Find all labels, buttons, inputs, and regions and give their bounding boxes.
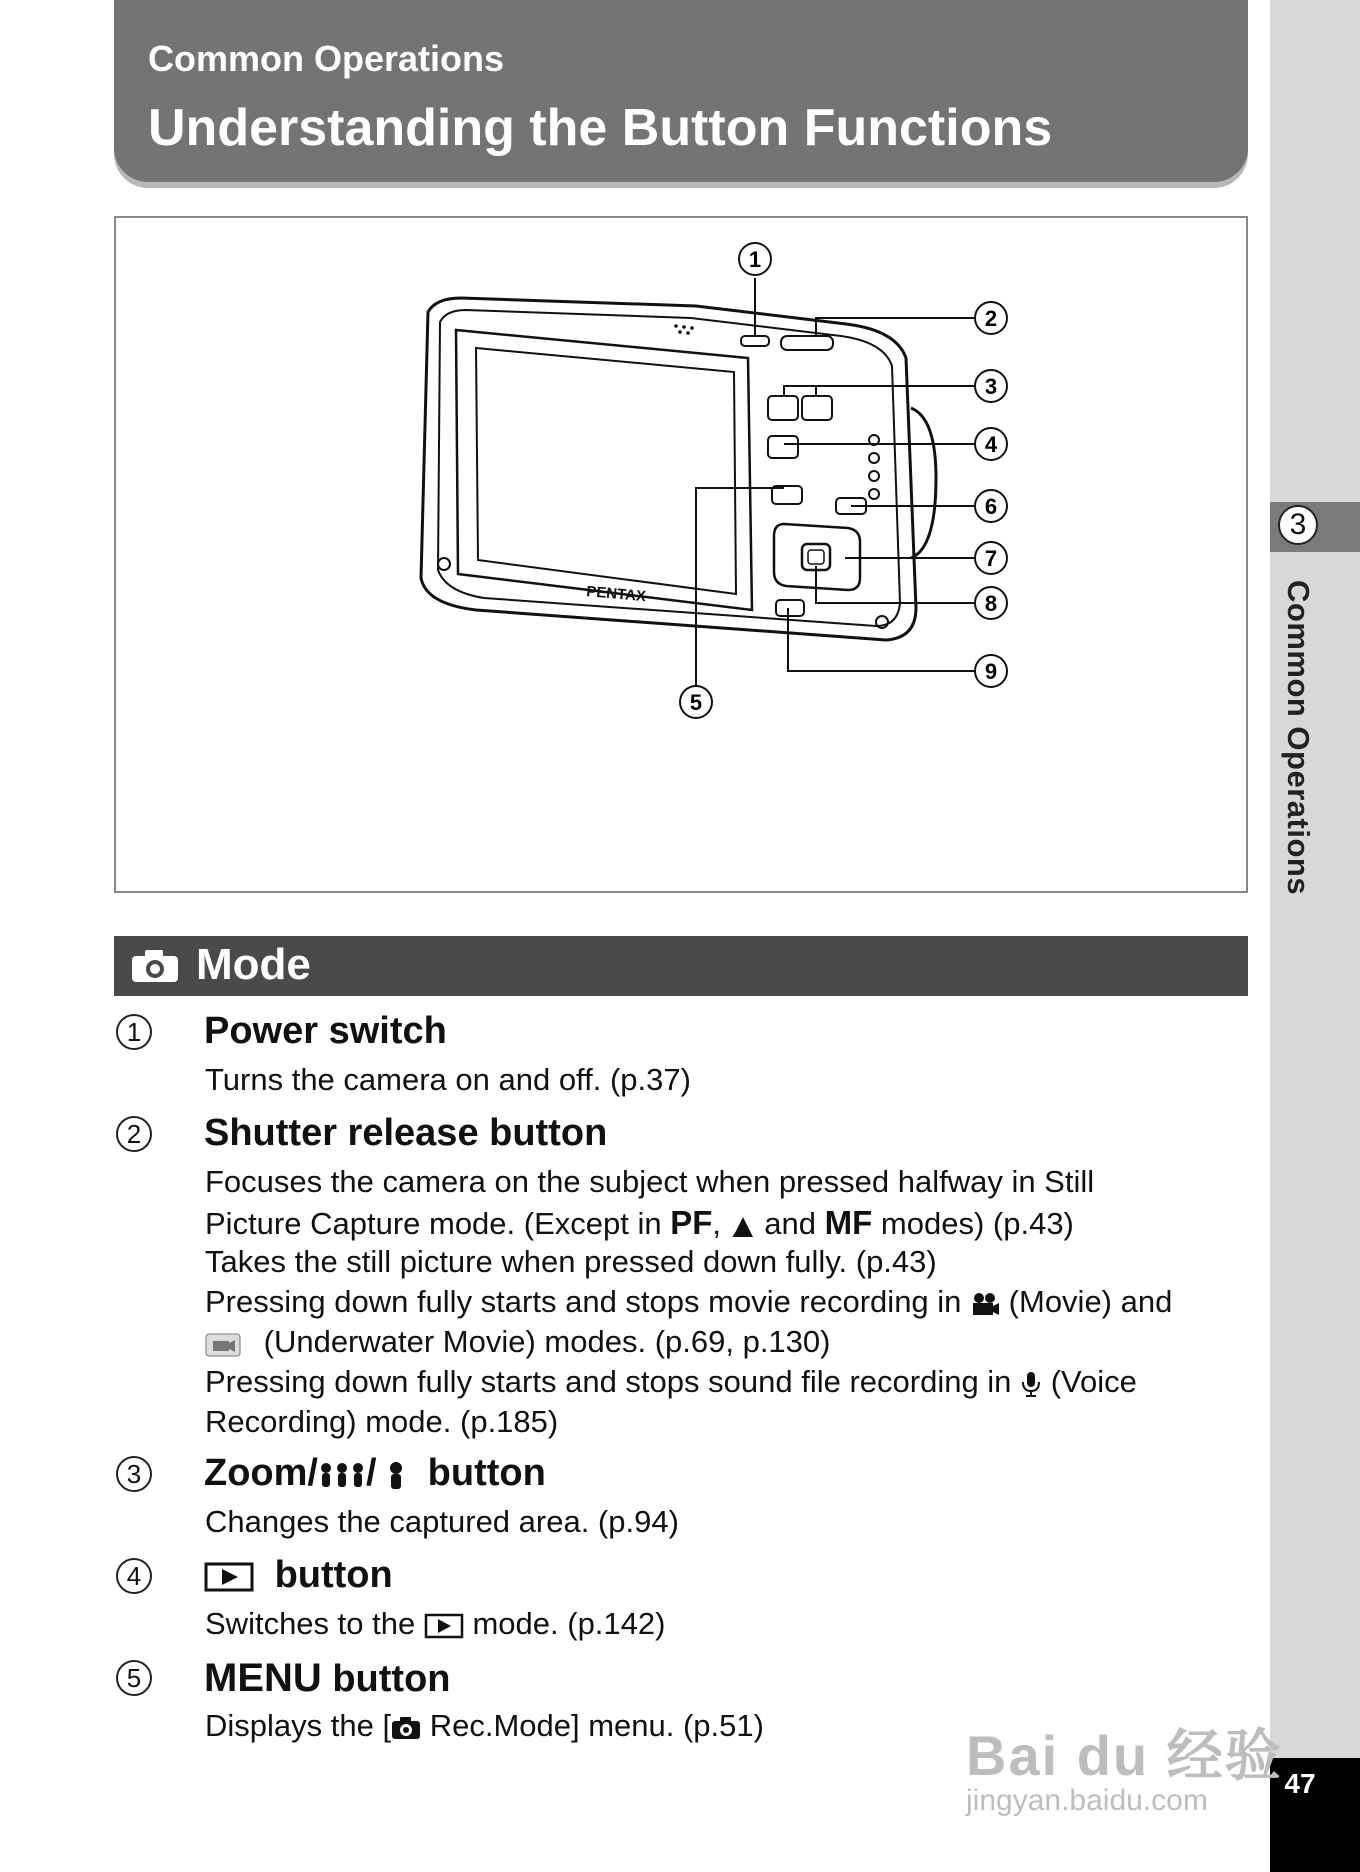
camera-back-illustration xyxy=(116,218,1246,891)
desc-text: , xyxy=(712,1206,722,1241)
item-title-zoom xyxy=(204,1452,546,1495)
callout-7 xyxy=(975,542,1007,574)
underwater-movie-icon xyxy=(205,1331,241,1357)
title-text: button xyxy=(332,1658,451,1700)
callout-3 xyxy=(975,370,1007,402)
wide-group-icon xyxy=(318,1459,366,1491)
title-text: Zoom/ xyxy=(204,1452,318,1494)
side-tab-label: Common Operations xyxy=(1281,580,1316,896)
playback-icon xyxy=(204,1561,254,1593)
callout-5 xyxy=(680,686,712,718)
item-title-menu xyxy=(204,1656,451,1701)
watermark-logo: Bai du 经验 xyxy=(966,1724,1283,1787)
item-number-4: 4 xyxy=(116,1558,152,1594)
item-desc-line: Changes the captured area. (p.94) xyxy=(205,1504,679,1539)
chapter-number: 3 xyxy=(1278,505,1318,545)
desc-text: Displays the [ xyxy=(205,1708,392,1743)
callout-2 xyxy=(975,302,1007,334)
mf-mode-label: MF xyxy=(824,1204,873,1241)
item-desc-line: Focuses the camera on the subject when pressed halfway in Still xyxy=(205,1164,1095,1199)
item-desc-line xyxy=(205,1364,1137,1400)
mode-title: Mode xyxy=(196,940,311,989)
callout-8 xyxy=(975,587,1007,619)
item-desc-line xyxy=(205,1708,764,1744)
section-title: Common Operations xyxy=(148,38,505,79)
watermark-url: jingyan.baidu.com xyxy=(966,1784,1208,1817)
title-text: / xyxy=(365,1452,377,1494)
landscape-mode-icon xyxy=(730,1213,756,1239)
item-title-shutter-release: Shutter release button xyxy=(204,1112,608,1154)
camera-figure xyxy=(114,216,1248,893)
svg-text:3: 3 xyxy=(984,374,998,399)
item-number-3: 3 xyxy=(116,1456,152,1492)
title-text: button xyxy=(274,1554,393,1596)
menu-label: MENU xyxy=(204,1656,322,1700)
svg-text:2: 2 xyxy=(984,306,998,331)
desc-text: (Underwater Movie) modes. (p.69, p.130) xyxy=(263,1324,831,1359)
item-title-playback xyxy=(204,1554,393,1597)
desc-text: Picture Capture mode. (Except in xyxy=(205,1206,662,1241)
movie-icon xyxy=(970,1291,1000,1317)
camera-brand-label: PENTAX xyxy=(585,583,647,606)
title-text: button xyxy=(427,1452,546,1494)
desc-text: Pressing down fully starts and stops movie recording in xyxy=(205,1284,962,1319)
svg-text:5: 5 xyxy=(689,690,703,715)
page-title: Understanding the Button Functions xyxy=(148,99,1053,157)
page-number: 47 xyxy=(1284,1768,1316,1799)
playback-icon xyxy=(424,1613,464,1639)
svg-text:8: 8 xyxy=(984,591,998,616)
callout-4 xyxy=(975,428,1007,460)
item-number-5: 5 xyxy=(116,1660,152,1696)
desc-text: mode. (p.142) xyxy=(472,1606,666,1641)
desc-text: and xyxy=(764,1206,817,1241)
svg-text:6: 6 xyxy=(984,494,998,519)
item-desc-line: Turns the camera on and off. (p.37) xyxy=(205,1062,691,1097)
svg-text:4: 4 xyxy=(984,432,998,457)
callout-6 xyxy=(975,490,1007,522)
item-desc-line: Takes the still picture when pressed down fully. (p.43) xyxy=(205,1244,937,1279)
svg-text:7: 7 xyxy=(984,546,998,571)
tele-person-icon xyxy=(387,1459,405,1491)
item-number-1: 1 xyxy=(116,1014,152,1050)
item-desc-line xyxy=(205,1606,665,1642)
mode-section-bar xyxy=(114,936,1248,996)
desc-text: (Voice xyxy=(1050,1364,1137,1399)
item-desc-line: Recording) mode. (p.185) xyxy=(205,1404,559,1439)
desc-text: Switches to the xyxy=(205,1606,416,1641)
callout-1 xyxy=(739,243,771,275)
svg-text:9: 9 xyxy=(984,659,998,684)
pf-mode-label: PF xyxy=(670,1204,713,1241)
item-desc-line xyxy=(205,1204,1074,1242)
desc-text: Rec.Mode] menu. (p.51) xyxy=(429,1708,764,1743)
camera-icon xyxy=(130,948,180,984)
camera-icon xyxy=(391,1716,421,1740)
desc-text: Pressing down fully starts and stops sound file recording in xyxy=(205,1364,1012,1399)
item-desc-line xyxy=(205,1324,830,1360)
svg-text:1: 1 xyxy=(748,247,762,272)
item-desc-line xyxy=(205,1284,1172,1320)
item-title-power-switch: Power switch xyxy=(204,1010,447,1052)
callout-9 xyxy=(975,655,1007,687)
desc-text: (Movie) and xyxy=(1008,1284,1173,1319)
desc-text: modes) (p.43) xyxy=(880,1206,1074,1241)
item-number-2: 2 xyxy=(116,1116,152,1152)
microphone-icon xyxy=(1020,1370,1042,1398)
